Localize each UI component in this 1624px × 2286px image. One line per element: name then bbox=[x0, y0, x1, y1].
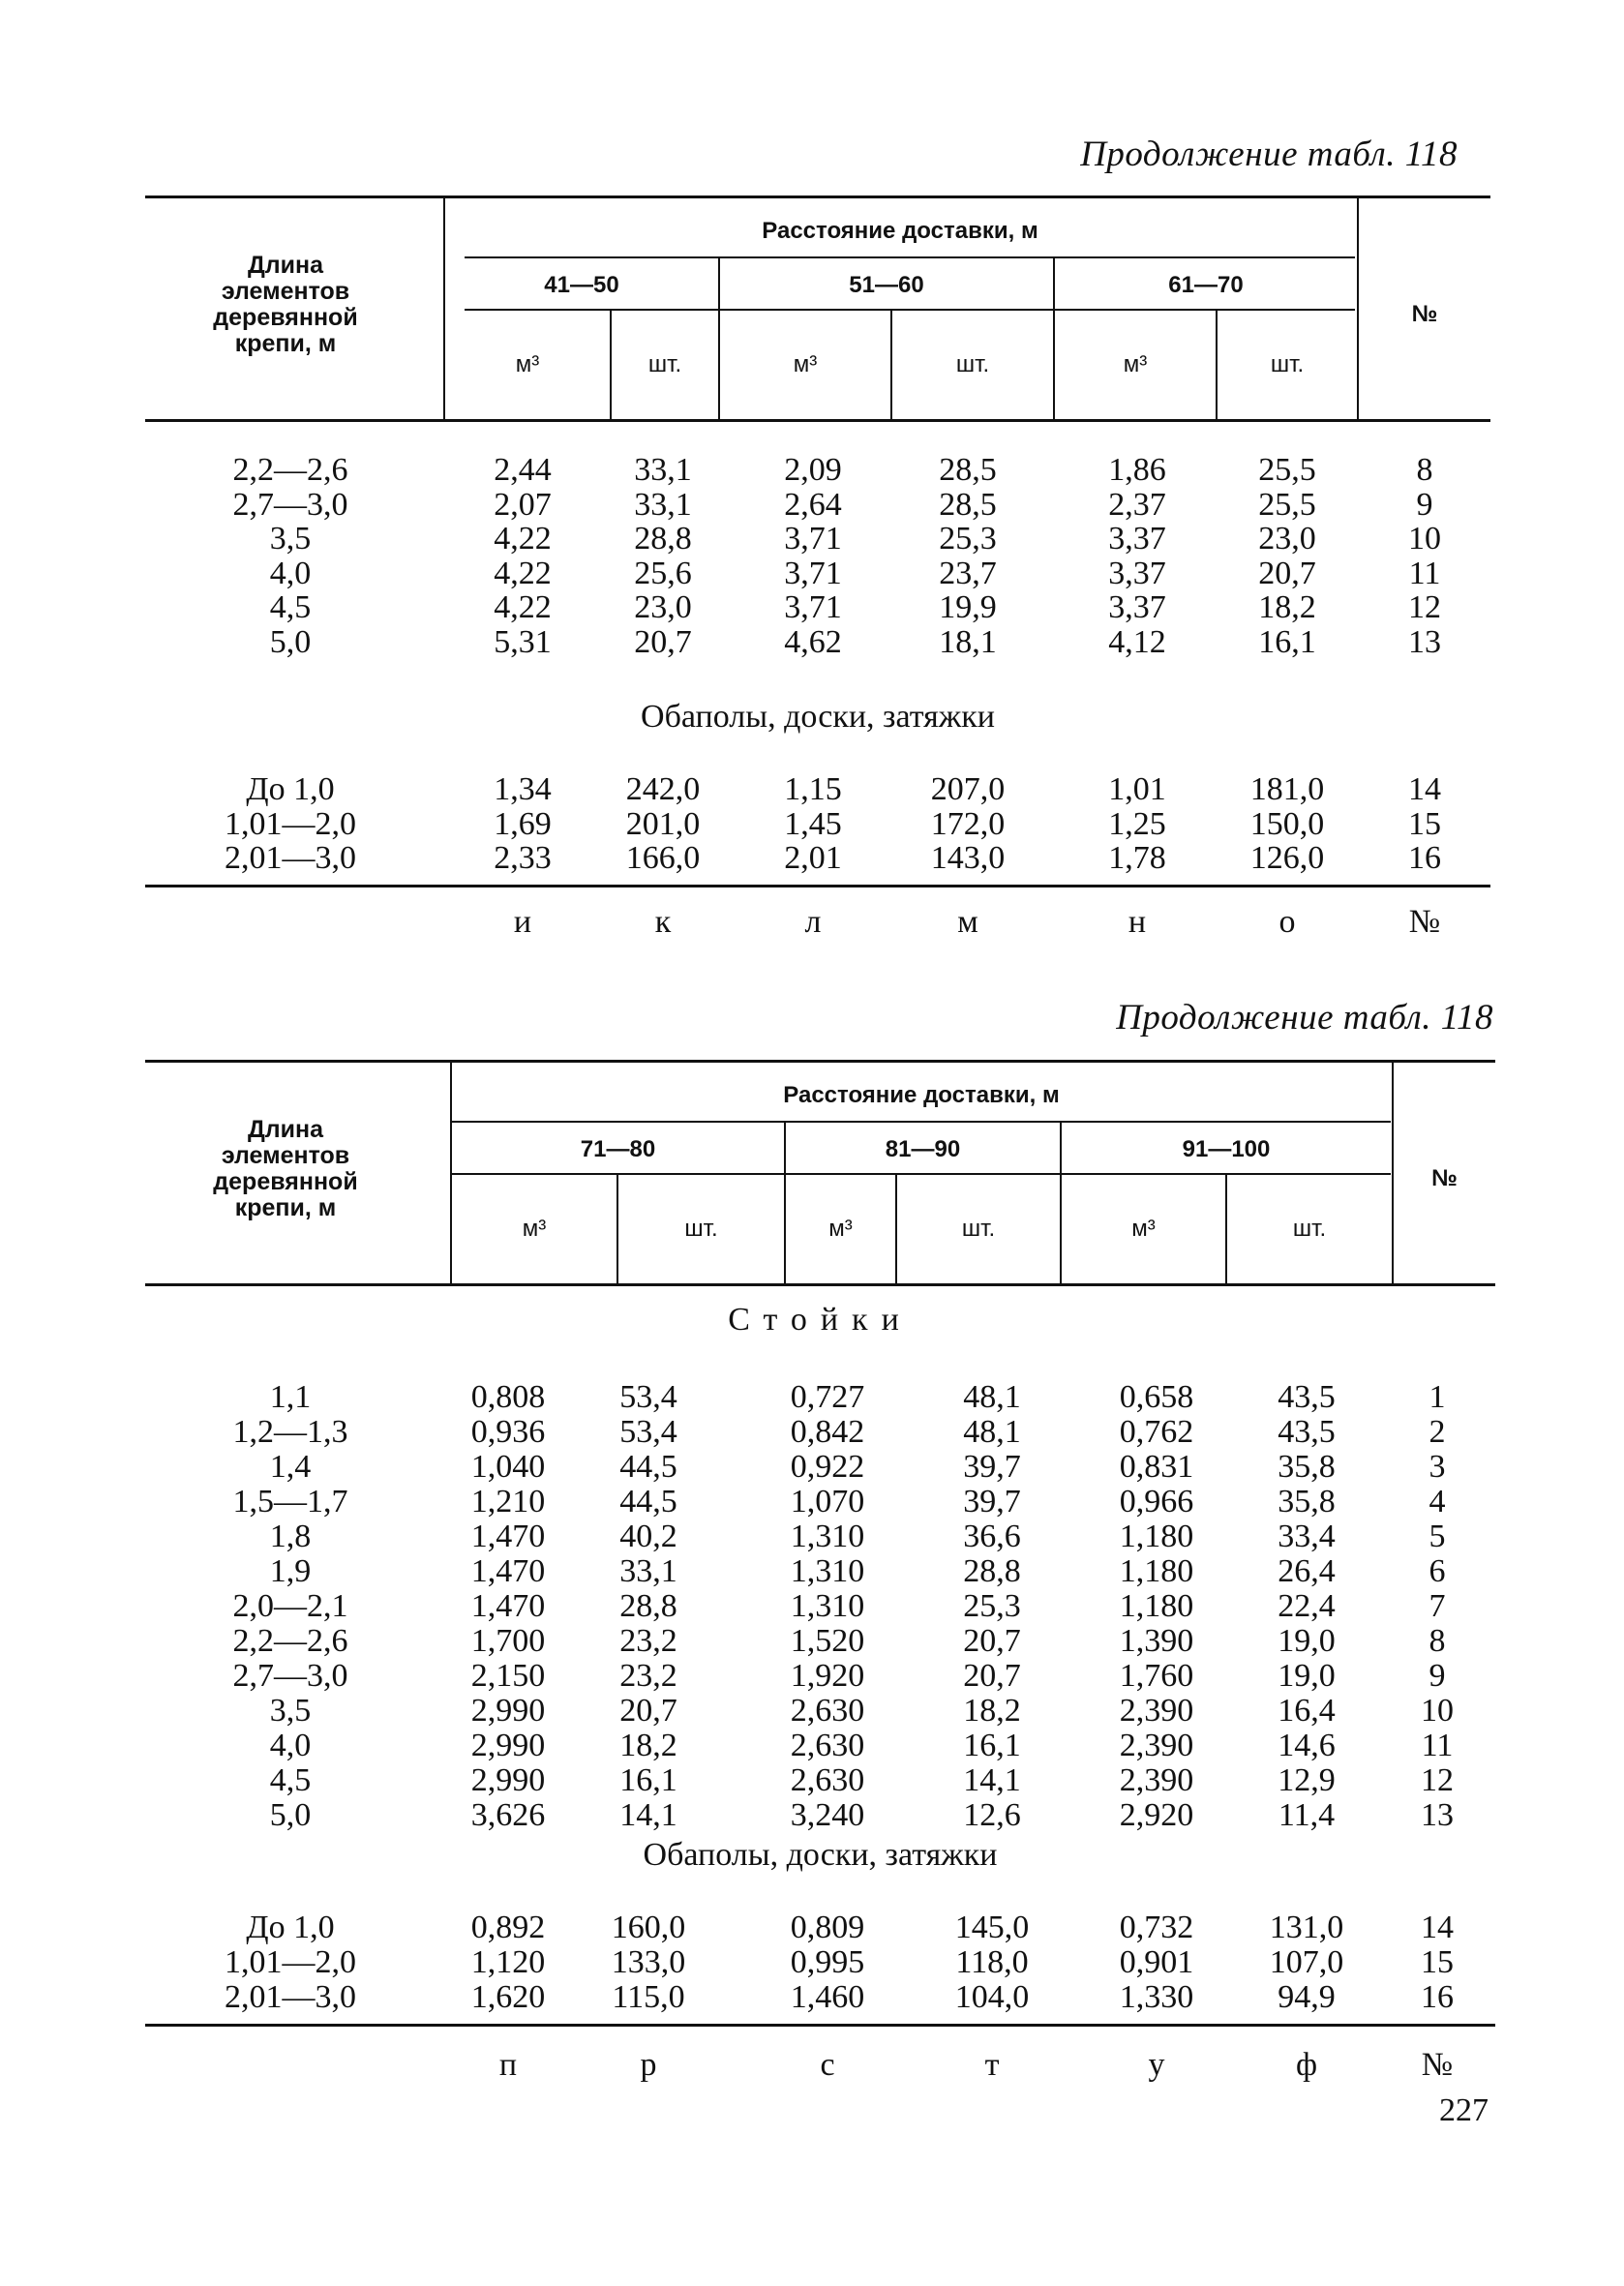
table-cell: 133,0 bbox=[611, 1944, 686, 1980]
table-cell: 33,1 bbox=[634, 452, 692, 488]
unit-header: шт. bbox=[961, 1216, 996, 1242]
table-row bbox=[145, 1910, 1495, 1944]
table-cell: 2,920 bbox=[1119, 1797, 1194, 1833]
table-cell: 107,0 bbox=[1269, 1944, 1344, 1980]
table-cell: 20,7 bbox=[1258, 555, 1316, 591]
table-cell: 3,37 bbox=[1108, 521, 1166, 556]
row-label: 1,8 bbox=[269, 1519, 312, 1554]
table-row bbox=[145, 1693, 1495, 1728]
unit-header: шт. bbox=[1292, 1216, 1327, 1242]
table-row bbox=[145, 1728, 1495, 1762]
table-cell: 1,69 bbox=[494, 805, 552, 842]
row-label: 1,01—2,0 bbox=[225, 1944, 356, 1980]
row-number: 6 bbox=[1429, 1553, 1446, 1589]
table-cell: 1,620 bbox=[470, 1979, 546, 2015]
table-cell: 1,070 bbox=[790, 1484, 865, 1519]
table-cell: 11,4 bbox=[1278, 1797, 1336, 1833]
column-letter: т bbox=[984, 2047, 1000, 2083]
column-letter: к bbox=[654, 904, 672, 940]
table-cell: 1,15 bbox=[784, 771, 842, 807]
column-letter: ф bbox=[1295, 2047, 1318, 2083]
table-cell: 242,0 bbox=[625, 771, 701, 807]
distance-header: Расстояние доставки, м bbox=[762, 218, 1038, 244]
table-cell: 115,0 bbox=[612, 1979, 685, 2015]
distance-header: Расстояние доставки, м bbox=[783, 1082, 1060, 1108]
table-cell: 181,0 bbox=[1249, 771, 1325, 807]
table-cell: 53,4 bbox=[619, 1414, 677, 1450]
range-header: 61—70 bbox=[1168, 272, 1244, 298]
table-cell: 0,831 bbox=[1119, 1449, 1194, 1485]
column-letter: о bbox=[1278, 904, 1296, 940]
row-number: 10 bbox=[1421, 1693, 1454, 1729]
table-row bbox=[145, 840, 1490, 875]
table-cell: 1,78 bbox=[1108, 840, 1166, 876]
table-cell: 2,990 bbox=[470, 1728, 546, 1763]
column-letter: № bbox=[1421, 2047, 1454, 2083]
table-row bbox=[145, 1944, 1495, 1979]
table-row bbox=[145, 1623, 1495, 1658]
table-cell: 3,71 bbox=[784, 555, 842, 591]
table-cell: 25,3 bbox=[963, 1588, 1021, 1624]
table-cell: 33,4 bbox=[1278, 1519, 1336, 1554]
table-cell: 1,210 bbox=[470, 1484, 546, 1519]
row-label: 2,2—2,6 bbox=[232, 452, 348, 488]
table-cell: 20,7 bbox=[634, 623, 692, 660]
table-cell: 25,5 bbox=[1258, 452, 1316, 488]
table-cell: 2,37 bbox=[1108, 486, 1166, 523]
table-cell: 1,120 bbox=[470, 1944, 546, 1980]
table-cell: 28,8 bbox=[963, 1553, 1021, 1589]
table-cell: 20,7 bbox=[963, 1623, 1021, 1659]
row-number: 3 bbox=[1429, 1449, 1446, 1485]
unit-header: м³ bbox=[522, 1216, 547, 1242]
table-cell: 16,1 bbox=[619, 1762, 677, 1798]
table-cell: 4,12 bbox=[1108, 623, 1166, 660]
table-row bbox=[145, 624, 1490, 659]
table-cell: 0,901 bbox=[1119, 1944, 1194, 1980]
table-cell: 3,71 bbox=[784, 589, 842, 625]
table-cell: 1,310 bbox=[790, 1588, 865, 1624]
column-letter: № bbox=[1408, 904, 1441, 940]
table-cell: 48,1 bbox=[963, 1379, 1021, 1415]
section-title: Обаполы, доски, затяжки bbox=[643, 1837, 998, 1873]
row-number: 10 bbox=[1408, 521, 1441, 556]
table-cell: 20,7 bbox=[619, 1693, 677, 1729]
table-cell: 14,6 bbox=[1278, 1728, 1336, 1763]
row-label: 1,9 bbox=[269, 1553, 312, 1589]
table-cell: 0,762 bbox=[1119, 1414, 1194, 1450]
table-cell: 0,995 bbox=[790, 1944, 865, 1980]
table-cell: 201,0 bbox=[625, 805, 701, 842]
row-number: 15 bbox=[1408, 805, 1441, 842]
number-header: № bbox=[1411, 301, 1438, 327]
table-cell: 39,7 bbox=[963, 1484, 1021, 1519]
table-cell: 1,390 bbox=[1119, 1623, 1194, 1659]
table-cell: 1,180 bbox=[1119, 1519, 1194, 1554]
table-cell: 1,520 bbox=[790, 1623, 865, 1659]
table-cell: 35,8 bbox=[1278, 1484, 1336, 1519]
table-row bbox=[145, 1588, 1495, 1623]
table-cell: 44,5 bbox=[619, 1484, 677, 1519]
table-cell: 0,732 bbox=[1119, 1910, 1194, 1945]
unit-header: шт. bbox=[647, 351, 682, 377]
table-row bbox=[145, 589, 1490, 624]
table-cell: 2,150 bbox=[470, 1658, 546, 1694]
column-letter: с bbox=[820, 2047, 835, 2083]
table-cell: 0,809 bbox=[790, 1910, 865, 1945]
table-cell: 104,0 bbox=[954, 1979, 1030, 2015]
table-cell: 1,920 bbox=[790, 1658, 865, 1694]
table-cell: 2,990 bbox=[470, 1693, 546, 1729]
table-cell: 12,9 bbox=[1278, 1762, 1336, 1798]
table-cell: 1,760 bbox=[1119, 1658, 1194, 1694]
table-cell: 3,71 bbox=[784, 521, 842, 556]
table-cell: 23,2 bbox=[619, 1658, 677, 1694]
row-label: 2,01—3,0 bbox=[225, 1979, 356, 2015]
range-header: 81—90 bbox=[885, 1136, 961, 1162]
table-cell: 145,0 bbox=[954, 1910, 1030, 1945]
table-cell: 126,0 bbox=[1249, 840, 1325, 876]
number-header: № bbox=[1431, 1165, 1458, 1191]
unit-header: м³ bbox=[1131, 1216, 1156, 1242]
page-number: 227 bbox=[1439, 2092, 1489, 2128]
table-cell: 23,2 bbox=[619, 1623, 677, 1659]
table-header bbox=[145, 1060, 1495, 1286]
table-cell: 1,34 bbox=[494, 771, 552, 807]
column-letter: и bbox=[513, 904, 532, 940]
table-cell: 53,4 bbox=[619, 1379, 677, 1415]
table-cell: 39,7 bbox=[963, 1449, 1021, 1485]
row-number: 9 bbox=[1416, 486, 1433, 523]
table-cell: 5,31 bbox=[494, 623, 552, 660]
row-label: 3,5 bbox=[269, 1693, 312, 1729]
table-cell: 0,842 bbox=[790, 1414, 865, 1450]
range-header: 91—100 bbox=[1182, 1136, 1271, 1162]
table-cell: 143,0 bbox=[930, 840, 1006, 876]
row-label: 4,5 bbox=[269, 1762, 312, 1798]
stub-header: Длина элементов деревянной крепи, м bbox=[213, 252, 358, 357]
table-cell: 48,1 bbox=[963, 1414, 1021, 1450]
table-cell: 160,0 bbox=[611, 1910, 686, 1945]
table-row bbox=[145, 1979, 1495, 2014]
table-cell: 18,2 bbox=[963, 1693, 1021, 1729]
row-label: 5,0 bbox=[269, 1797, 312, 1833]
row-number: 14 bbox=[1421, 1910, 1454, 1945]
table-cell: 2,33 bbox=[494, 840, 552, 876]
table-cell: 1,460 bbox=[790, 1979, 865, 2015]
table-cell: 18,2 bbox=[1258, 589, 1316, 625]
row-number: 8 bbox=[1416, 452, 1433, 488]
table-cell: 1,700 bbox=[470, 1623, 546, 1659]
row-label: 2,01—3,0 bbox=[225, 840, 356, 876]
unit-header: м³ bbox=[828, 1216, 853, 1242]
table-cell: 1,310 bbox=[790, 1553, 865, 1589]
row-number: 11 bbox=[1421, 1728, 1454, 1763]
table-cell: 33,1 bbox=[619, 1553, 677, 1589]
table-cell: 4,22 bbox=[494, 555, 552, 591]
row-label: 5,0 bbox=[269, 623, 312, 660]
unit-header: м³ bbox=[1123, 351, 1148, 377]
table-cell: 150,0 bbox=[1249, 805, 1325, 842]
section-title: Стойки bbox=[728, 1302, 913, 1338]
table-cell: 1,45 bbox=[784, 805, 842, 842]
table-cell: 94,9 bbox=[1278, 1979, 1336, 2015]
row-number: 11 bbox=[1408, 555, 1441, 591]
table-cell: 16,1 bbox=[963, 1728, 1021, 1763]
row-number: 7 bbox=[1429, 1588, 1446, 1624]
section-title: Обаполы, доски, затяжки bbox=[641, 699, 995, 735]
table-row bbox=[145, 771, 1490, 806]
row-number: 16 bbox=[1421, 1979, 1454, 2015]
row-label: 2,0—2,1 bbox=[232, 1588, 348, 1624]
table-cell: 2,07 bbox=[494, 486, 552, 523]
table-cell: 23,0 bbox=[1258, 521, 1316, 556]
table-cell: 1,25 bbox=[1108, 805, 1166, 842]
table-cell: 131,0 bbox=[1269, 1910, 1344, 1945]
table-cell: 3,240 bbox=[790, 1797, 865, 1833]
row-label: До 1,0 bbox=[246, 1910, 335, 1945]
table-cell: 2,64 bbox=[784, 486, 842, 523]
table-cell: 4,22 bbox=[494, 589, 552, 625]
table-cell: 43,5 bbox=[1278, 1414, 1336, 1450]
column-letter: п bbox=[498, 2047, 518, 2083]
row-number: 15 bbox=[1421, 1944, 1454, 1980]
table-cell: 1,180 bbox=[1119, 1588, 1194, 1624]
table-cell: 18,2 bbox=[619, 1728, 677, 1763]
row-number: 16 bbox=[1408, 840, 1441, 876]
table-cell: 25,5 bbox=[1258, 486, 1316, 523]
table-row bbox=[145, 806, 1490, 841]
table-cell: 16,1 bbox=[1258, 623, 1316, 660]
table-caption: Продолжение табл. 118 bbox=[1116, 998, 1493, 1038]
range-header: 41—50 bbox=[544, 272, 619, 298]
table-cell: 2,990 bbox=[470, 1762, 546, 1798]
table-cell: 1,470 bbox=[470, 1588, 546, 1624]
table-cell: 2,01 bbox=[784, 840, 842, 876]
table-cell: 43,5 bbox=[1278, 1379, 1336, 1415]
table-row bbox=[145, 1484, 1495, 1519]
table-cell: 14,1 bbox=[963, 1762, 1021, 1798]
table-row bbox=[145, 1519, 1495, 1553]
table-cell: 28,5 bbox=[939, 486, 997, 523]
table-cell: 0,658 bbox=[1119, 1379, 1194, 1415]
row-label: 1,4 bbox=[269, 1449, 312, 1485]
table-row bbox=[145, 556, 1490, 590]
range-header: 71—80 bbox=[580, 1136, 656, 1162]
table-row bbox=[145, 1797, 1495, 1832]
table-cell: 0,892 bbox=[470, 1910, 546, 1945]
table-cell: 0,808 bbox=[470, 1379, 546, 1415]
table-cell: 166,0 bbox=[625, 840, 701, 876]
row-number: 14 bbox=[1408, 771, 1441, 807]
table-cell: 3,37 bbox=[1108, 555, 1166, 591]
table-cell: 207,0 bbox=[930, 771, 1006, 807]
row-label: 1,1 bbox=[269, 1379, 312, 1415]
table-cell: 16,4 bbox=[1278, 1693, 1336, 1729]
table-cell: 1,330 bbox=[1119, 1979, 1194, 2015]
table-cell: 28,5 bbox=[939, 452, 997, 488]
row-label: 2,2—2,6 bbox=[232, 1623, 348, 1659]
table-cell: 1,470 bbox=[470, 1519, 546, 1554]
table-cell: 2,630 bbox=[790, 1693, 865, 1729]
table-cell: 2,09 bbox=[784, 452, 842, 488]
table-cell: 19,0 bbox=[1278, 1658, 1336, 1694]
table-cell: 35,8 bbox=[1278, 1449, 1336, 1485]
row-label: 3,5 bbox=[269, 521, 312, 556]
table-cell: 172,0 bbox=[930, 805, 1006, 842]
table-cell: 0,966 bbox=[1119, 1484, 1194, 1519]
row-label: До 1,0 bbox=[246, 771, 335, 807]
table-cell: 12,6 bbox=[963, 1797, 1021, 1833]
table-cell: 25,3 bbox=[939, 521, 997, 556]
table-cell: 40,2 bbox=[619, 1519, 677, 1554]
table-header bbox=[145, 196, 1490, 422]
column-letter: м bbox=[957, 904, 978, 940]
table-cell: 23,7 bbox=[939, 555, 997, 591]
table-cell: 1,040 bbox=[470, 1449, 546, 1485]
table-cell: 36,6 bbox=[963, 1519, 1021, 1554]
table-cell: 2,630 bbox=[790, 1728, 865, 1763]
stub-header: Длина элементов деревянной крепи, м bbox=[213, 1116, 358, 1221]
table-bottom-rule bbox=[145, 885, 1490, 887]
row-number: 5 bbox=[1429, 1519, 1446, 1554]
row-number: 2 bbox=[1429, 1414, 1446, 1450]
table-row bbox=[145, 487, 1490, 522]
unit-header: шт. bbox=[1270, 351, 1305, 377]
row-label: 1,5—1,7 bbox=[232, 1484, 348, 1519]
table-cell: 26,4 bbox=[1278, 1553, 1336, 1589]
unit-header: м³ bbox=[793, 351, 818, 377]
column-letter: у bbox=[1148, 2047, 1165, 2083]
table-cell: 3,37 bbox=[1108, 589, 1166, 625]
row-number: 1 bbox=[1429, 1379, 1446, 1415]
table-cell: 0,922 bbox=[790, 1449, 865, 1485]
table-cell: 25,6 bbox=[634, 555, 692, 591]
unit-header: шт. bbox=[684, 1216, 718, 1242]
table-row bbox=[145, 1414, 1495, 1449]
table-cell: 14,1 bbox=[619, 1797, 677, 1833]
table-cell: 1,01 bbox=[1108, 771, 1166, 807]
row-label: 2,7—3,0 bbox=[232, 1658, 348, 1694]
table-cell: 19,9 bbox=[939, 589, 997, 625]
table-cell: 0,727 bbox=[790, 1379, 865, 1415]
table-cell: 0,936 bbox=[470, 1414, 546, 1450]
row-label: 2,7—3,0 bbox=[232, 486, 348, 523]
table-row bbox=[145, 1658, 1495, 1693]
row-number: 12 bbox=[1408, 589, 1441, 625]
table-cell: 4,62 bbox=[784, 623, 842, 660]
row-number: 8 bbox=[1429, 1623, 1446, 1659]
table-cell: 22,4 bbox=[1278, 1588, 1336, 1624]
unit-header: м³ bbox=[515, 351, 540, 377]
table-cell: 20,7 bbox=[963, 1658, 1021, 1694]
table-cell: 28,8 bbox=[619, 1588, 677, 1624]
table-cell: 44,5 bbox=[619, 1449, 677, 1485]
row-number: 13 bbox=[1421, 1797, 1454, 1833]
row-label: 4,0 bbox=[269, 555, 312, 591]
table-caption: Продолжение табл. 118 bbox=[1080, 135, 1458, 174]
table-cell: 1,180 bbox=[1119, 1553, 1194, 1589]
table-bottom-rule bbox=[145, 2024, 1495, 2027]
column-letter: н bbox=[1128, 904, 1147, 940]
table-cell: 4,22 bbox=[494, 521, 552, 556]
range-header: 51—60 bbox=[849, 272, 924, 298]
table-cell: 33,1 bbox=[634, 486, 692, 523]
column-letter: л bbox=[804, 904, 822, 940]
table-cell: 1,470 bbox=[470, 1553, 546, 1589]
table-row bbox=[145, 521, 1490, 556]
table-cell: 2,390 bbox=[1119, 1762, 1194, 1798]
table-row bbox=[145, 1449, 1495, 1484]
row-number: 4 bbox=[1429, 1484, 1446, 1519]
row-label: 1,01—2,0 bbox=[225, 805, 356, 842]
table-cell: 1,86 bbox=[1108, 452, 1166, 488]
table-cell: 118,0 bbox=[955, 1944, 1029, 1980]
table-cell: 28,8 bbox=[634, 521, 692, 556]
row-label: 4,0 bbox=[269, 1728, 312, 1763]
table-cell: 3,626 bbox=[470, 1797, 546, 1833]
table-cell: 1,310 bbox=[790, 1519, 865, 1554]
table-cell: 2,390 bbox=[1119, 1693, 1194, 1729]
table-row bbox=[145, 1379, 1495, 1414]
row-number: 12 bbox=[1421, 1762, 1454, 1798]
table-cell: 2,390 bbox=[1119, 1728, 1194, 1763]
table-cell: 18,1 bbox=[939, 623, 997, 660]
table-row bbox=[145, 1553, 1495, 1588]
column-letter: р bbox=[640, 2047, 657, 2083]
row-number: 13 bbox=[1408, 623, 1441, 660]
row-number: 9 bbox=[1429, 1658, 1446, 1694]
row-label: 4,5 bbox=[269, 589, 312, 625]
unit-header: шт. bbox=[955, 351, 990, 377]
table-cell: 2,44 bbox=[494, 452, 552, 488]
table-row bbox=[145, 1762, 1495, 1797]
table-cell: 19,0 bbox=[1278, 1623, 1336, 1659]
row-label: 1,2—1,3 bbox=[232, 1414, 348, 1450]
table-row bbox=[145, 452, 1490, 487]
table-cell: 23,0 bbox=[634, 589, 692, 625]
table-cell: 2,630 bbox=[790, 1762, 865, 1798]
